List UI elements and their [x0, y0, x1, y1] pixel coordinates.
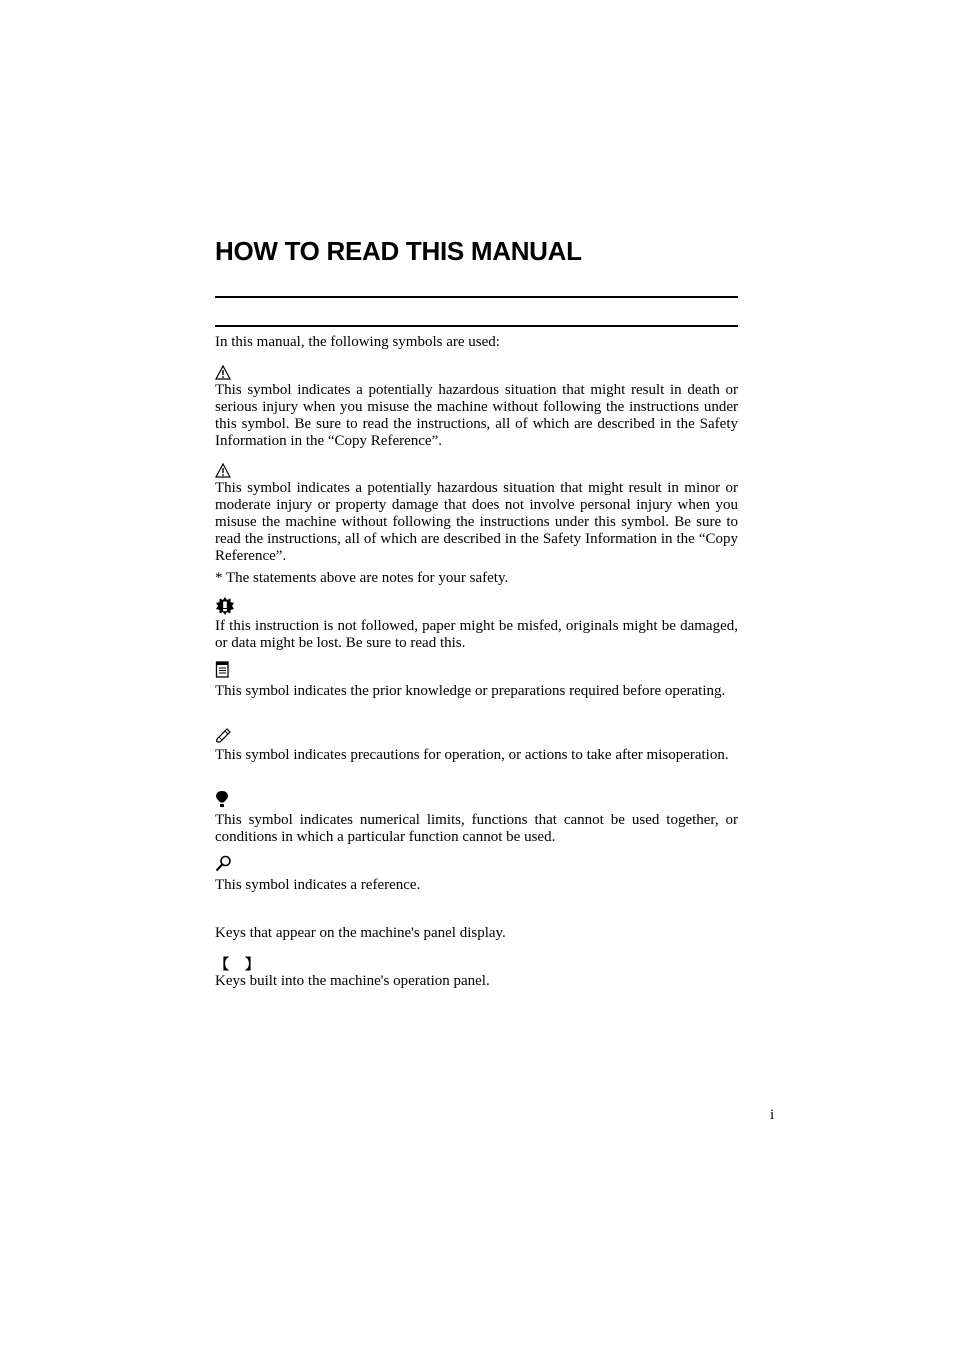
title-rule-top — [215, 296, 738, 298]
preparation-icon — [215, 661, 230, 678]
limitation-description: This symbol indicates numerical limits, functions that cannot be used together, or conditions in which a particular function cannot be used. — [215, 812, 738, 845]
bracket-open: 【 — [215, 957, 229, 973]
important-icon — [215, 597, 235, 615]
bracket-keys-symbol — [215, 954, 259, 972]
note-pencil-icon — [215, 727, 232, 743]
note-description: This symbol indicates precautions for operation, or actions to take after misoperation. — [215, 747, 729, 763]
page-number: i — [770, 1107, 775, 1123]
intro-text: In this manual, the following symbols are used: — [215, 334, 500, 350]
preparation-description: This symbol indicates the prior knowledge or preparations required before operating. — [215, 683, 726, 699]
reference-magnifier-icon — [215, 855, 232, 872]
panel-display-keys-text: Keys that appear on the machine's panel display. — [215, 925, 506, 941]
operation-panel-keys-text: Keys built into the machine's operation panel. — [215, 973, 490, 989]
page-title: HOW TO READ THIS MANUAL — [215, 236, 582, 266]
reference-description: This symbol indicates a reference. — [215, 877, 421, 893]
title-rule-bottom — [215, 325, 738, 327]
bracket-close: 】 — [245, 957, 259, 973]
caution-triangle-icon — [215, 463, 231, 478]
important-description: If this instruction is not followed, paper might be misfed, originals might be damaged, or data might be lost. Be sure to read this. — [215, 618, 738, 651]
caution-description: This symbol indicates a potentially hazardous situation that might result in minor or moderate injury or property damage that does not involve personal injury when you misuse the machine without following the instructions under this symbol. Be sure to read the instructions, all of which are described in the Safety Information in the “Copy Reference”. — [215, 480, 738, 564]
limitation-icon — [215, 790, 229, 808]
warning-triangle-icon — [215, 365, 231, 380]
safety-note: * The statements above are notes for your safety. — [215, 570, 509, 586]
warning-description: This symbol indicates a potentially hazardous situation that might result in death or serious injury when you misuse the machine without following the instructions under this symbol. Be sure to read the instructions, all of which are described in the Safety Information in the “Copy Reference”. — [215, 382, 738, 449]
